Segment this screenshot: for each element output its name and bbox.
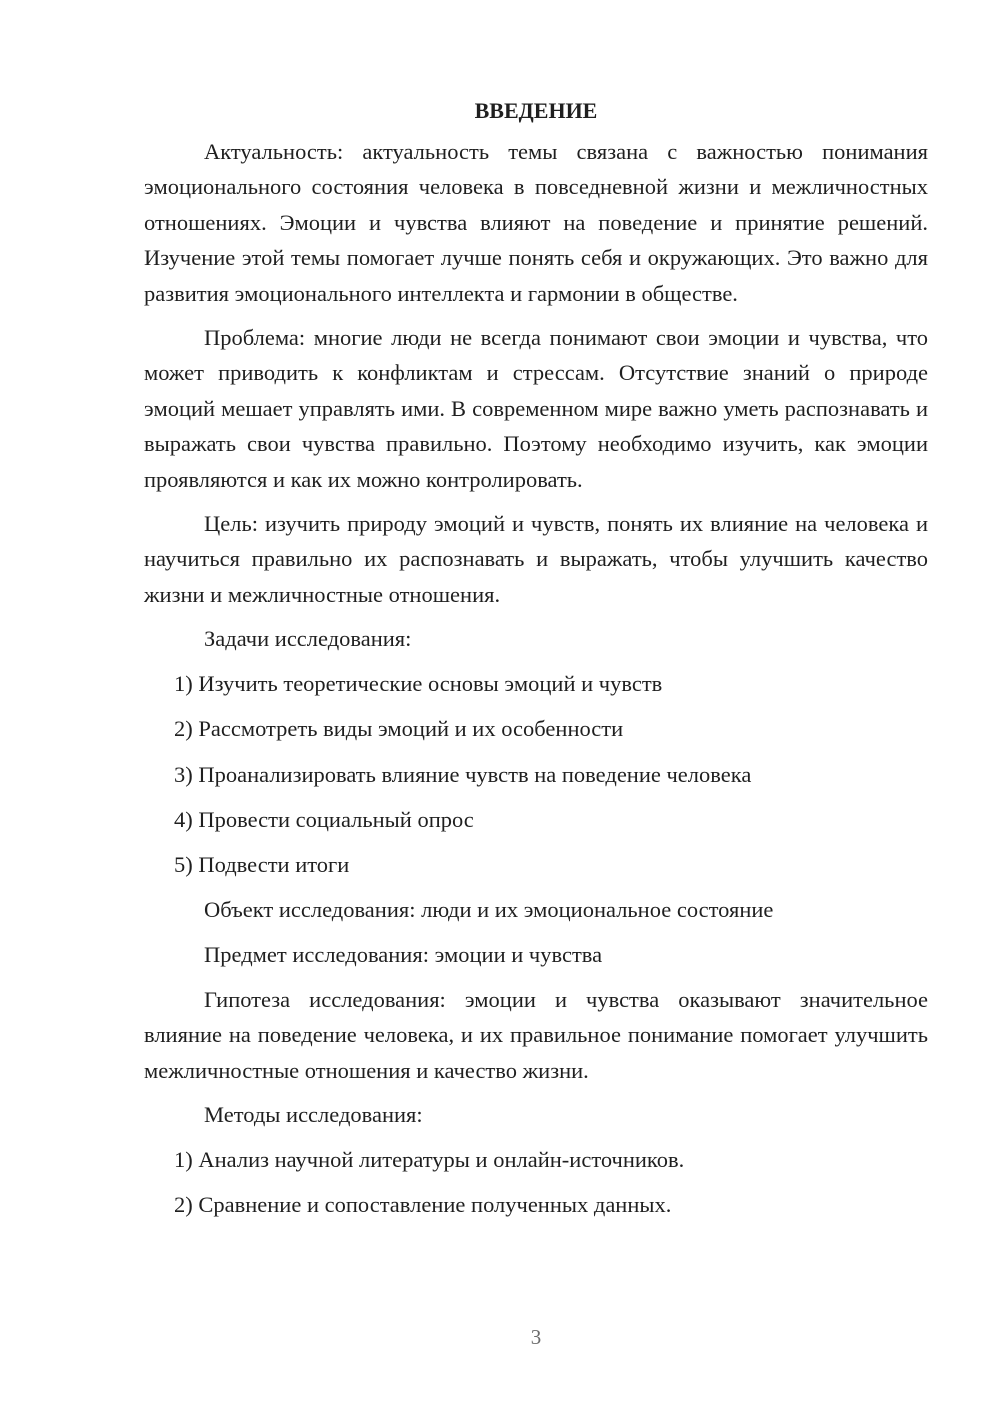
hypothesis-paragraph: Гипотеза исследования: эмоции и чувства оказывают значительное влияние на поведение человека, и их правильное понимание помогает улучшить межличностные отношения и качество жизни.	[144, 987, 928, 1083]
problem-paragraph: Проблема: многие люди не всегда понимают свои эмоции и чувства, что может приводить к конфликтам и стрессам. Отсутствие знаний о природе эмоций мешает управлять ими. В современном мире важно уметь распознавать и выражать свои чувства правильно. Поэтому необходимо изучить, как эмоции проявляются и как их можно контролировать.	[144, 325, 928, 492]
section-title: ВВЕДЕНИЕ	[474, 98, 598, 123]
task-item-4: 4) Провести социальный опрос	[174, 806, 474, 832]
method-item-2: 2) Сравнение и сопоставление полученных данных.	[174, 1192, 672, 1218]
task-item-1: 1) Изучить теоретические основы эмоций и чувств	[174, 671, 663, 697]
page-number: 3	[530, 1325, 542, 1349]
task-item-2: 2) Рассмотреть виды эмоций и их особенности	[174, 716, 624, 742]
research-subject: Предмет исследования: эмоции и чувства	[204, 941, 603, 967]
task-item-3: 3) Проанализировать влияние чувств на поведение человека	[174, 761, 752, 787]
methods-heading: Методы исследования:	[204, 1102, 423, 1128]
goal-paragraph: Цель: изучить природу эмоций и чувств, понять их влияние на человека и научиться правильно их распознавать и выражать, чтобы улучшить качество жизни и межличностные отношения.	[144, 511, 928, 607]
relevance-paragraph: Актуальность: актуальность темы связана с важностью понимания эмоционального состояния человека в повседневной жизни и межличностных отношениях. Эмоции и чувства влияют на поведение и принятие решений. Изучение этой темы помогает лучше понять себя и окружающих. Это важно для развития эмоционального интеллекта и гармонии в обществе.	[144, 139, 928, 306]
research-object: Объект исследования: люди и их эмоциональное состояние	[204, 896, 774, 922]
task-item-5: 5) Подвести итоги	[174, 851, 350, 877]
page-content	[144, 93, 928, 1233]
method-item-1: 1) Анализ научной литературы и онлайн-источников.	[174, 1147, 685, 1173]
tasks-heading: Задачи исследования:	[204, 626, 412, 652]
